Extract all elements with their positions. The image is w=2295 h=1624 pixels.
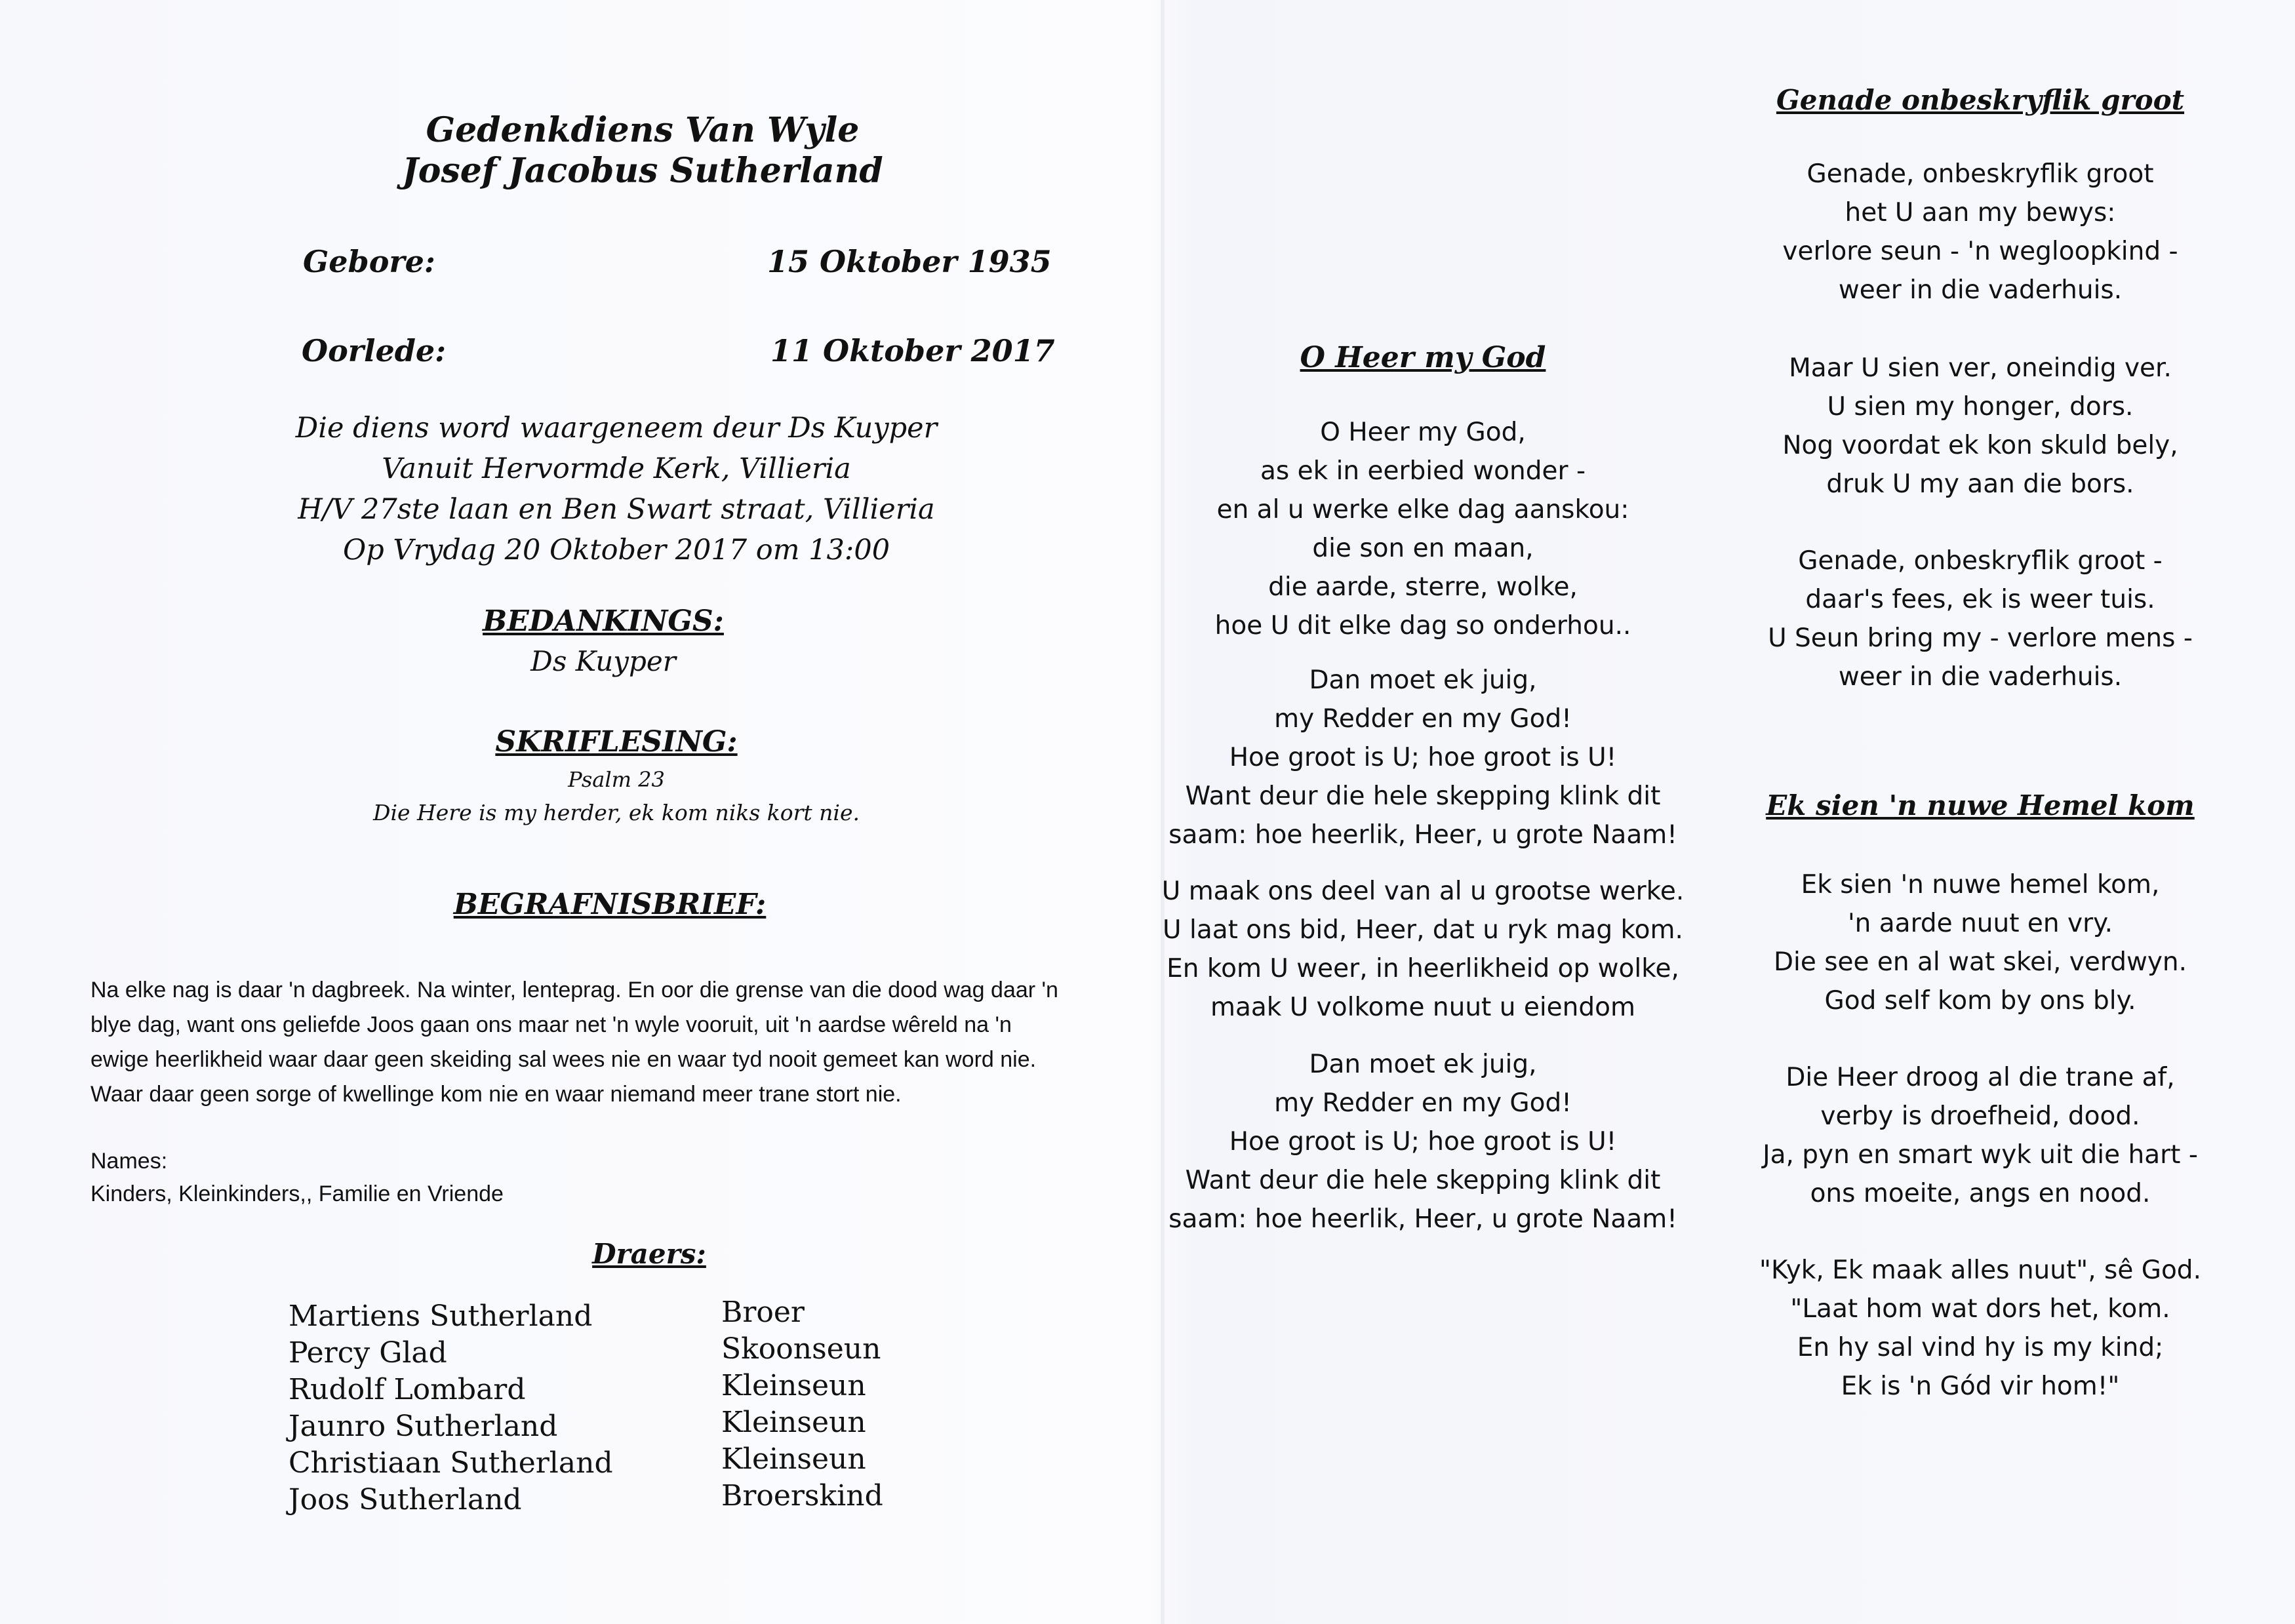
bearer-relation: Broer [721, 1296, 805, 1329]
hymn-line: U Seun bring my - verlore mens - [1768, 624, 2193, 653]
names-block [90, 1145, 504, 1210]
hymn-line: Genade, onbeskryflik groot - [1798, 546, 2163, 576]
hymn-title-ek-sien: Ek sien 'n nuwe Hemel kom [1766, 789, 2195, 822]
bearers-heading: Draers: [592, 1238, 706, 1270]
hymn-line: Die Heer droog al die trane af, [1786, 1063, 2175, 1092]
hymn-line: Ek is 'n Gód vir hom!" [1841, 1372, 2120, 1401]
bearer-relation: Kleinseun [721, 1406, 866, 1439]
service-line: Die diens word waargeneem deur Ds Kuyper [295, 412, 938, 445]
hymn-line: "Laat hom wat dors het, kom. [1790, 1294, 2170, 1324]
hymn-stanza [1128, 1045, 1718, 1238]
reading-heading: SKRIFLESING: [495, 725, 738, 759]
hymn-line: Ek sien 'n nuwe hemel kom, [1801, 870, 2160, 900]
bearer-name: Joos Sutherland [289, 1483, 522, 1516]
hymn-line: hoe U dit elke dag so onderhou.. [1214, 611, 1631, 641]
hymn-line: God self kom by ons bly. [1824, 986, 2136, 1016]
letter-heading: BEGRAFNISBRIEF: [453, 888, 767, 921]
hymn-line: En hy sal vind hy is my kind; [1797, 1333, 2164, 1362]
hymn-line: Dan moet ek juig, [1309, 1050, 1537, 1079]
hymn-line: verlore seun - 'n wegloopkind - [1782, 237, 2178, 266]
hymn-line: U laat ons bid, Heer, dat u ryk mag kom. [1163, 915, 1683, 945]
bearer-name: Christiaan Sutherland [289, 1446, 613, 1480]
hymn-stanza [1679, 1251, 2282, 1406]
letter-body [90, 973, 1140, 1112]
hymn-line: my Redder en my God! [1274, 704, 1572, 734]
hymn-line: saam: hoe heerlik, Heer, u grote Naam! [1168, 820, 1677, 850]
thanks-heading: BEDANKINGS: [483, 604, 724, 638]
reading-ref: Psalm 23 [568, 767, 665, 792]
hymn-stanza [1679, 155, 2282, 309]
service-line: Vanuit Hervormde Kerk, Villieria [382, 452, 851, 485]
hymn-stanza [1679, 1058, 2282, 1213]
hymn-line: ons moeite, angs en nood. [1810, 1179, 2151, 1208]
hymn-line: Hoe groot is U; hoe groot is U! [1229, 743, 1617, 772]
service-line: H/V 27ste laan en Ben Swart straat, Villieria [298, 493, 935, 526]
hymn-line: weer in die vaderhuis. [1838, 662, 2123, 692]
hymn-line: U sien my honger, dors. [1827, 392, 2134, 422]
hymn-line: Nog voordat ek kon skuld bely, [1782, 431, 2178, 460]
hymn-line: Dan moet ek juig, [1309, 665, 1537, 695]
hymn-line: die aarde, sterre, wolke, [1268, 572, 1578, 602]
hymn-stanza [1128, 661, 1718, 854]
bearer-relation: Kleinseun [721, 1442, 866, 1476]
service-details [249, 408, 984, 570]
hymn-line: Die see en al wat skei, verdwyn. [1773, 947, 2187, 977]
hymn-stanza [1679, 349, 2282, 504]
hymn-line: U maak ons deel van al u grootse werke. [1161, 877, 1685, 906]
bearer-relation: Broerskind [721, 1479, 883, 1513]
hymn-stanza [1679, 865, 2282, 1020]
hymn-line: my Redder en my God! [1274, 1088, 1572, 1118]
born-label: Gebore: [303, 244, 435, 279]
hymn-line: Want deur die hele skepping klink dit [1185, 1166, 1661, 1195]
hymn-line: Maar U sien ver, oneindig ver. [1789, 353, 2172, 383]
bearer-name: Percy Glad [289, 1336, 447, 1370]
hymn-stanza [1679, 542, 2282, 696]
reading-text: Die Here is my herder, ek kom niks kort nie. [373, 800, 860, 825]
bearer-relation: Kleinseun [721, 1369, 866, 1402]
bearer-relation: Skoonseun [721, 1332, 881, 1366]
names-label: Names: [90, 1149, 168, 1174]
hymn-line: "Kyk, Ek maak alles nuut", sê God. [1759, 1256, 2201, 1285]
hymn-line: Hoe groot is U; hoe groot is U! [1229, 1127, 1617, 1157]
hymn-line: Ja, pyn en smart wyk uit die hart - [1763, 1140, 2198, 1170]
letter-line: Waar daar geen sorge of kwellinge kom nie en waar niemand meer trane stort nie. [90, 1082, 902, 1107]
hymn-line: het U aan my bewys: [1845, 198, 2116, 228]
hymn-stanza [1128, 872, 1718, 1027]
hymn-line: Genade, onbeskryflik groot [1806, 159, 2154, 189]
hymn-line: verby is droefheid, dood. [1820, 1101, 2140, 1131]
bearer-name: Rudolf Lombard [289, 1373, 526, 1406]
hymn-line: maak U volkome nuut u eiendom [1210, 993, 1636, 1022]
hymn-title-o-heer-my-god: O Heer my God [1300, 341, 1546, 374]
names-value: Kinders, Kleinkinders,, Familie en Vriende [90, 1181, 504, 1206]
hymn-line: 'n aarde nuut en vry. [1847, 909, 2113, 938]
hymn-line: die son en maan, [1312, 534, 1534, 563]
hymn-line: O Heer my God, [1320, 418, 1526, 447]
hymn-line: daar's fees, ek is weer tuis. [1805, 585, 2155, 614]
died-date: 11 Oktober 2017 [770, 333, 1055, 368]
service-line: Op Vrydag 20 Oktober 2017 om 13:00 [342, 534, 890, 566]
hymn-line: as ek in eerbied wonder - [1260, 456, 1586, 486]
letter-line: blye dag, want ons geliefde Joos gaan ons maar net 'n wyle vooruit, uit 'n aardse wêreld na 'n [90, 1012, 1012, 1037]
title-line-2: Josef Jacobus Sutherland [402, 151, 883, 191]
thanks-name: Ds Kuyper [530, 645, 676, 677]
born-date: 15 Oktober 1935 [767, 244, 1052, 279]
memorial-title [367, 110, 918, 191]
bearer-name: Jaunro Sutherland [289, 1410, 558, 1443]
hymn-title-genade: Genade onbeskryflik groot [1776, 84, 2185, 116]
hymn-line: En kom U weer, in heerlikheid op wolke, [1167, 954, 1679, 983]
hymn-line: Want deur die hele skepping klink dit [1185, 782, 1661, 811]
hymn-stanza [1128, 413, 1718, 645]
hymn-line: weer in die vaderhuis. [1838, 275, 2123, 305]
hymn-line: saam: hoe heerlik, Heer, u grote Naam! [1168, 1204, 1677, 1234]
letter-line: Na elke nag is daar 'n dagbreek. Na winter, lenteprag. En oor die grense van die dood wag daar 'n [90, 978, 1058, 1002]
hymn-line: druk U my aan die bors. [1826, 469, 2134, 499]
hymn-line: en al u werke elke dag aanskou: [1216, 495, 1629, 525]
bearer-name: Martiens Sutherland [289, 1299, 593, 1333]
died-label: Oorlede: [302, 333, 447, 368]
letter-line: ewige heerlikheid waar daar geen skeiding sal wees nie en waar tyd nooit gemeet kan word nie. [90, 1047, 1037, 1072]
title-line-1: Gedenkdiens Van Wyle [426, 110, 860, 150]
